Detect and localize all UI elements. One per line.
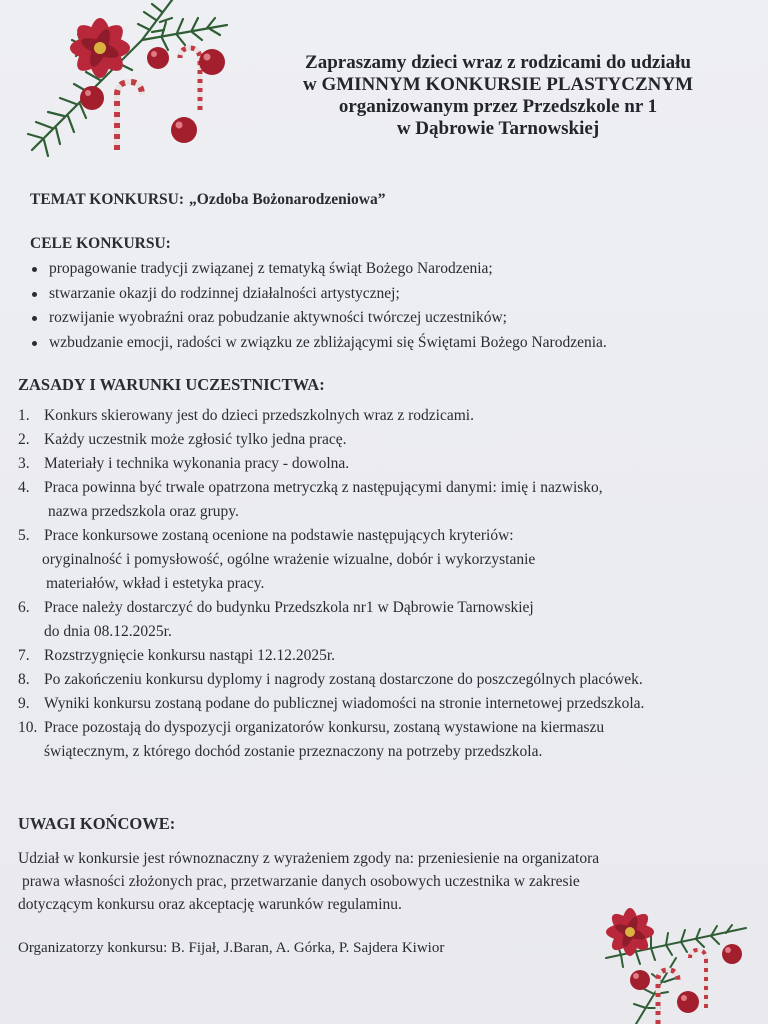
goal-text: stwarzanie okazji do rodzinnej działalności artystycznej; [49,284,400,302]
rule-text: Po zakończeniu konkursu dyplomy i nagrody zostaną dostarczone do poszczególnych placówek. [44,671,643,688]
rule-number: 6. [18,599,30,616]
final-notes-title: UWAGI KOŃCOWE: [18,814,176,833]
christmas-decoration-top-icon [22,0,242,175]
rule-number: 3. [18,455,30,472]
rule-text: Prace pozostają do dyspozycji organizatorów konkursu, zostaną wystawione na kiermaszu [44,719,605,736]
bullet-icon [32,316,37,321]
rule-text: Prace należy dostarczyć do budynku Przedszkola nr1 w Dąbrowie Tarnowskiej [44,599,534,616]
rule-text: Prace konkursowe zostaną ocenione na podstawie następujących kryteriów: [44,527,514,544]
header-line-1: Zapraszamy dzieci wraz z rodzicami do udziału [305,52,691,73]
theme-label: TEMAT KONKURSU: [30,191,185,208]
rule-number: 4. [18,479,30,496]
bullet-icon [32,267,37,272]
rules-title: ZASADY I WARUNKI UCZESTNICTWA: [18,375,325,394]
list-item [30,332,607,357]
list-item [30,307,607,332]
rule-text: Materiały i technika wykonania pracy - dowolna. [44,455,350,472]
rules-list [18,404,758,764]
goal-text: propagowanie tradycji związanej z tematyką świąt Bożego Narodzenia; [49,260,493,277]
list-item [18,716,758,764]
rule-number: 10. [18,719,38,736]
list-item [18,596,758,644]
header-line-2: w GMINNYM KONKURSIE PLASTYCZNYM [302,74,694,95]
invitation-header [258,52,738,140]
goal-text: rozwijanie wyobraźni oraz pobudzanie aktywności twórczej uczestników; [49,309,507,326]
final-notes-line: prawa własności złożonych prac, przetwarzanie danych osobowych uczestnika w zakresie [22,873,580,890]
bullet-icon [32,341,37,346]
list-item [18,428,758,452]
goals-title: CELE KONKURSU: [30,235,171,252]
final-notes-text [18,847,599,916]
rule-text: Wyniki konkursu zostaną podane do publicznej wiadomości na stronie internetowej przedszkola. [44,695,645,712]
rule-text: Każdy uczestnik może zgłosić tylko jedna pracę. [44,431,347,448]
rule-number: 1. [18,407,30,424]
list-item [18,692,758,716]
final-notes-line: dotyczącym konkursu oraz akceptację warunków regulaminu. [18,896,402,913]
header-line-4: w Dąbrowie Tarnowskiej [396,118,600,139]
final-notes-line: Udział w konkursie jest równoznaczny z wyrażeniem zgody na: przeniesienie na organizatora [18,850,600,867]
rule-text-continued: świątecznym, z którego dochód zostanie przeznaczony na potrzeby przedszkola. [44,743,543,760]
organizers-line: Organizatorzy konkursu: B. Fijał, J.Baran, A. Górka, P. Sajdera Kiwior [18,940,445,956]
theme-value: „Ozdoba Bożonarodzeniowa” [189,191,386,208]
rule-text-continued: do dnia 08.12.2025r. [44,623,172,640]
list-item [18,668,758,692]
rule-number: 9. [18,695,30,712]
rule-text-continued: nazwa przedszkola oraz grupy. [48,503,239,520]
list-item [30,258,607,283]
rule-text: Konkurs skierowany jest do dzieci przedszkolnych wraz z rodzicami. [44,407,474,424]
list-item [18,644,758,668]
rule-number: 5. [18,527,30,544]
rule-text-continued: materiałów, wkład i estetyka pracy. [46,575,265,592]
list-item [18,452,758,476]
rule-number: 8. [18,671,30,688]
rule-number: 7. [18,647,30,664]
contest-theme [30,191,391,209]
goals-list [30,258,607,356]
list-item [18,476,758,524]
list-item [18,524,758,596]
goal-text: wzbudzanie emocji, radości w związku ze zbliżającymi się Świętami Bożego Narodzenia. [49,333,607,351]
list-item [18,404,758,428]
rule-number: 2. [18,431,30,448]
christmas-decoration-bottom-icon [596,898,756,1024]
bullet-icon [32,292,37,297]
rule-text: Praca powinna być trwale opatrzona metryczką z następującymi danymi: imię i nazwisko, [44,479,603,496]
list-item [30,283,607,308]
rule-text: Rozstrzygnięcie konkursu nastąpi 12.12.2025r. [44,647,336,664]
header-line-3: organizowanym przez Przedszkole nr 1 [338,96,658,117]
rule-text-continued: oryginalność i pomysłowość, ogólne wrażenie wizualne, dobór i wykorzystanie [42,551,536,568]
